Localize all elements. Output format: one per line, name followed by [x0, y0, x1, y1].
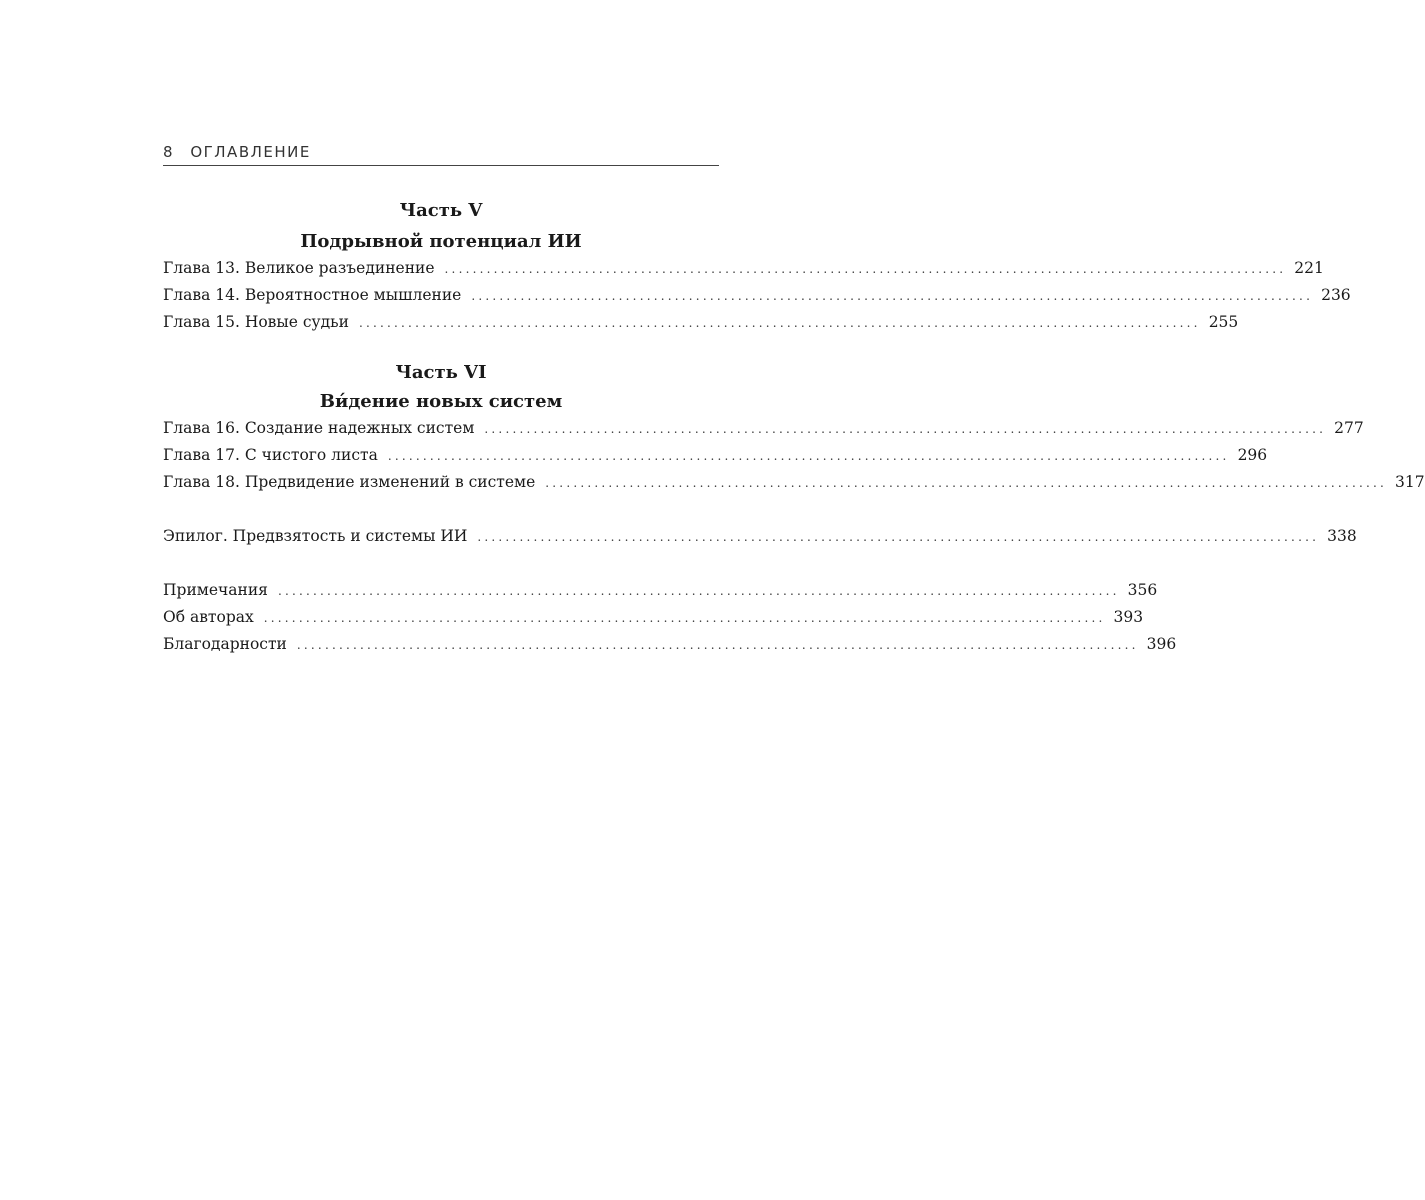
toc-entry[interactable] [163, 419, 1364, 441]
part-label: Часть VI [395, 362, 487, 383]
dot-leader: ........................................................................................................................ [545, 476, 1388, 490]
toc-entry-notes[interactable] [163, 581, 1158, 603]
toc-entry-page: 317 [1395, 473, 1425, 491]
toc-entry[interactable] [163, 473, 1425, 495]
dot-leader: ........................................................................................................................ [277, 584, 1120, 598]
running-head [163, 143, 719, 165]
toc-entry-acknowledgements[interactable] [163, 635, 1177, 657]
toc-entry[interactable] [163, 286, 1351, 308]
toc-entry-title: Глава 17. С чистого листа [163, 446, 378, 464]
dot-leader: ........................................................................................................................ [444, 262, 1287, 276]
dot-leader: ........................................................................................................................ [358, 316, 1201, 330]
toc-entry[interactable] [163, 259, 1324, 281]
toc-entry[interactable] [163, 446, 1268, 468]
toc-entry-page: 236 [1321, 286, 1351, 304]
toc-entry-title: Глава 13. Великое разъединение [163, 259, 435, 277]
toc-entry-title: Благодарности [163, 635, 287, 653]
dot-leader: ........................................................................................................................ [484, 422, 1327, 436]
section-title: ОГЛАВЛЕНИЕ [190, 143, 311, 161]
toc-entry[interactable] [163, 313, 1239, 335]
toc-entry-title: Глава 14. Вероятностное мышление [163, 286, 462, 304]
toc-entry-title: Эпилог. Предвзятость и системы ИИ [163, 527, 468, 545]
toc-entry-title: Об авторах [163, 608, 254, 626]
toc-entry-epilogue[interactable] [163, 527, 1357, 549]
dot-leader: ........................................................................................................................ [387, 449, 1230, 463]
toc-entry-page: 396 [1146, 635, 1177, 653]
toc-entry-page: 221 [1294, 259, 1324, 277]
dot-leader: ........................................................................................................................ [477, 530, 1320, 544]
toc-entry-page: 296 [1237, 446, 1268, 464]
toc-entry-page: 277 [1334, 419, 1364, 437]
toc-entry-page: 356 [1127, 581, 1158, 599]
part-title: Подрывной потенциал ИИ [300, 231, 582, 252]
header-rule [163, 165, 719, 166]
dot-leader: ........................................................................................................................ [471, 289, 1314, 303]
dot-leader: ........................................................................................................................ [263, 611, 1106, 625]
part-label: Часть V [399, 200, 483, 221]
dot-leader: ........................................................................................................................ [296, 638, 1139, 652]
part-title: Ви́дение новых систем [319, 391, 563, 412]
toc-entry-page: 393 [1113, 608, 1144, 626]
toc-entry-title: Глава 18. Предвидение изменений в системе [163, 473, 536, 491]
page-number: 8 [163, 143, 175, 161]
toc-entry-title: Глава 16. Создание надежных систем [163, 419, 475, 437]
toc-entry-authors[interactable] [163, 608, 1144, 630]
toc-entry-title: Примечания [163, 581, 268, 599]
toc-entry-title: Глава 15. Новые судьи [163, 313, 349, 331]
toc-entry-page: 255 [1208, 313, 1239, 331]
toc-entry-page: 338 [1327, 527, 1357, 545]
